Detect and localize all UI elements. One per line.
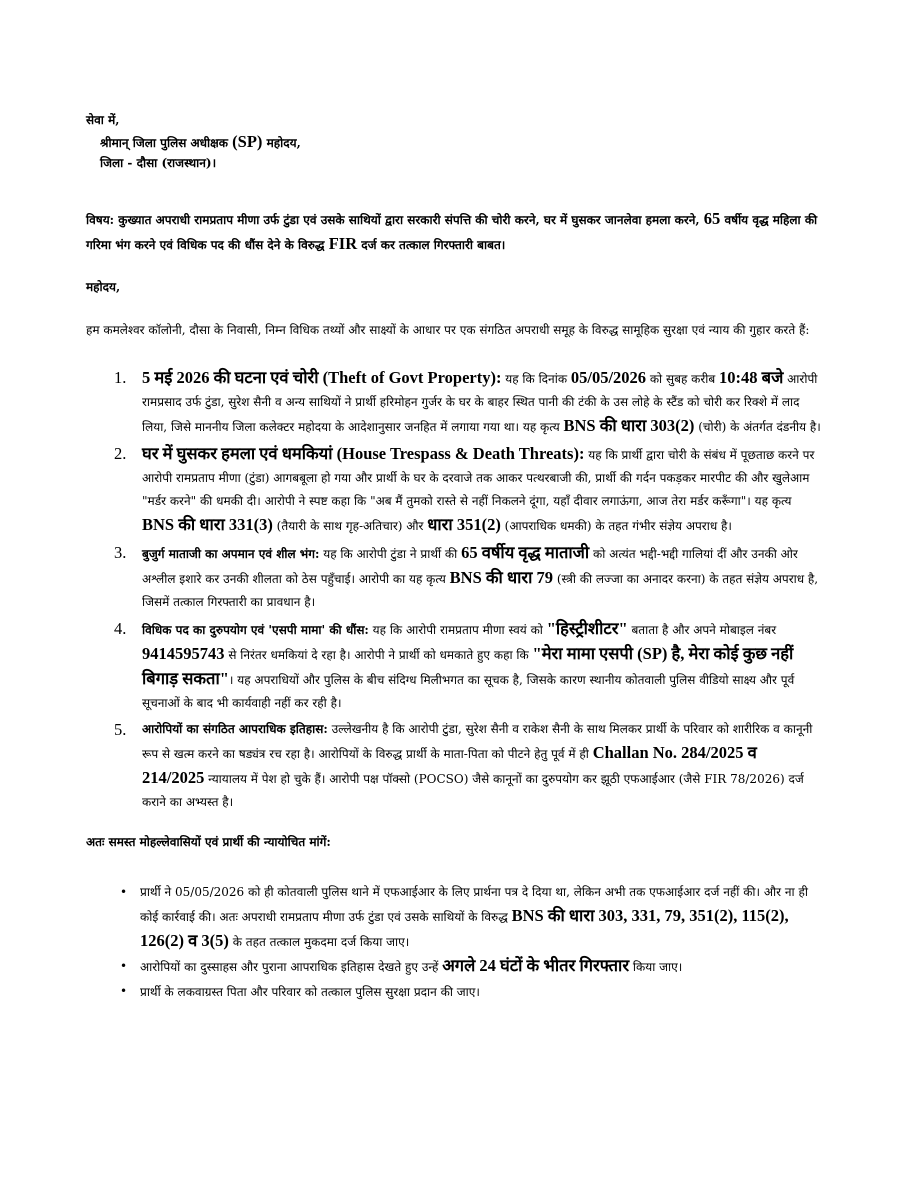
bullet-icon: • [120, 959, 128, 973]
item-number: 4. [114, 619, 127, 638]
demands-heading: अतः समस्त मोहल्लेवासियों एवं प्रार्थी की न्यायोचित मांगें: [86, 835, 331, 849]
points-list [86, 366, 822, 814]
item-number: 3. [114, 543, 127, 562]
list-item: 1. 5 मई 2026 की घटना एवं चोरी (Theft of Govt Property): यह कि दिनांक 05/05/2026 को सुबह करीब 10:48 बजे आरोपी रामप्रसाद उर्फ टुंडा, सुरेश सैनी व अन्य साथियों ने प्रार्थी हरिमोहन गुर्जर के घर के बाहर स्थित पानी की टंकी के उस लोहे के स्टैंड को चोरी कर रिक्शे में लाद लिया, जिसे माननीय जिला कलेक्टर महोदया के आदेशानुसार जनहित में लगाया गया था। यह कृत्य BNS की धारा 303(2) (चोरी) के अंतर्गत दंडनीय है। [114, 368, 821, 435]
item-number: 1. [114, 368, 127, 387]
address-line-2: जिला - दौसा (राजस्थान)। [100, 156, 217, 170]
address-line-1: श्रीमान् जिला पुलिस अधीक्षक (SP) महोदय, [100, 132, 301, 151]
item-number: 2. [114, 444, 127, 463]
bullet-icon: • [120, 885, 128, 899]
demands-list [86, 880, 822, 1004]
greeting: महोदय, [86, 280, 121, 294]
salutation: सेवा में, [86, 113, 120, 127]
subject: विषय: कुख्यात अपराधी रामप्रताप मीणा उर्फ टुंडा एवं उसके साथियों द्वारा सरकारी संपत्ति की चोरी करने, घर में घुसकर जानलेवा हमला करने, 65 वर्षीय वृद्ध महिला की गरिमा भंग करने एवं विधिक पद की धौंस देने के विरुद्ध FIR दर्ज कर तत्काल गिरफ्तारी बाबत। [86, 209, 818, 253]
bullet-icon: • [120, 984, 128, 998]
list-item: 5. आरोपियों का संगठित आपराधिक इतिहास: उल्लेखनीय है कि आरोपी टुंडा, सुरेश सैनी व राकेश सैनी के साथ मिलकर प्रार्थी के परिवार को शारीरिक व कानूनी रूप से खत्म करने का षड्यंत्र रच रहा है। आरोपियों के विरुद्ध प्रार्थी के माता-पिता को पीटने हेतु पूर्व में ही Challan No. 284/2025 व 214/2025 न्यायालय में पेश हो चुके हैं। आरोपी पक्ष पॉक्सो (POCSO) जैसे कानूनों का दुरुपयोग कर झूठी एफआईआर (जैसे FIR 78/2026) दर्ज कराने का अभ्यस्त है। [114, 720, 813, 809]
list-item: 3. बुजुर्ग माताजी का अपमान एवं शील भंग: यह कि आरोपी टुंडा ने प्रार्थी की 65 वर्षीय वृद्ध माताजी को अत्यंत भद्दी-भद्दी गालियां दीं और उनकी ओर अश्लील इशारे कर उनकी शीलता को ठेस पहुँचाई। आरोपी का यह कृत्य BNS की धारा 79 (स्त्री की लज्जा का अनादर करना) के तहत संज्ञेय अपराध है, जिसमें तत्काल गिरफ्तारी का प्रावधान है। [114, 543, 819, 609]
list-item: • आरोपियों का दुस्साहस और पुराना आपराधिक इतिहास देखते हुए उन्हें अगले 24 घंटों के भीतर गिरफ्तार किया जाए। [86, 954, 822, 979]
intro-paragraph: हम कमलेश्वर कॉलोनी, दौसा के निवासी, निम्न विधिक तथ्यों और साक्ष्यों के आधार पर एक संगठित अपराधी समूह के विरुद्ध सामूहिक सुरक्षा एवं न्याय की गुहार करते हैं: [86, 323, 810, 337]
item-number: 5. [114, 720, 127, 739]
list-item: • प्रार्थी के लकवाग्रस्त पिता और परिवार को तत्काल पुलिस सुरक्षा प्रदान की जाए। [86, 979, 822, 1004]
list-item: • प्रार्थी ने 05/05/2026 को ही कोतवाली पुलिस थाने में एफआईआर के लिए प्रार्थना पत्र दे दिया था, लेकिन अभी तक एफआईआर दर्ज नहीं की। और ना ही कोई कार्रवाई की। अतः अपराधी रामप्रताप मीणा उर्फ टुंडा एवं उसके साथियों के विरुद्ध BNS की धारा 303, 331, 79, 351(2), 115(2), 126(2) व 3(5) के तहत तत्काल मुकदमा दर्ज किया जाए। [86, 880, 822, 954]
list-item: 2. घर में घुसकर हमला एवं धमकियां (House Trespass & Death Threats): यह कि प्रार्थी द्वारा चोरी के संबंध में पूछताछ करने पर आरोपी रामप्रताप मीणा (टुंडा) आगबबूला हो गया और प्रार्थी के घर के दरवाजे तक आकर पत्थरबाजी की, प्रार्थी की गर्दन पकड़कर मारपीट की और खुलेआम "मर्डर करने" की धमकी दी। आरोपी ने स्पष्ट कहा कि "अब मैं तुमको रास्ते से नहीं निकलने दूंगा, यहाँ दीवार लगाऊंगा, आज तेरा मर्डर करूँगा"। यह कृत्य BNS की धारा 331(3) (तैयारी के साथ गृह-अतिचार) और धारा 351(2) (आपराधिक धमकी) के तहत गंभीर संज्ञेय अपराध है। [114, 444, 815, 534]
list-item: 4. विधिक पद का दुरुपयोग एवं 'एसपी मामा' की धौंस: यह कि आरोपी रामप्रताप मीणा स्वयं को "हिस्ट्रीशीटर" बताता है और अपने मोबाइल नंबर 9414595743 से निरंतर धमकियां दे रहा है। आरोपी ने प्रार्थी को धमकाते हुए कहा कि "मेरा मामा एसपी (SP) है, मेरा कोई कुछ नहीं बिगाड़ सकता"। यह अपराधियों और पुलिस के बीच संदिग्ध मिलीभगत का सूचक है, जिसके कारण स्थानीय कोतवाली पुलिस वीडियो साक्ष्य और पूर्व सूचनाओं के बाद भी कार्यवाही नहीं कर रही है। [114, 619, 795, 710]
